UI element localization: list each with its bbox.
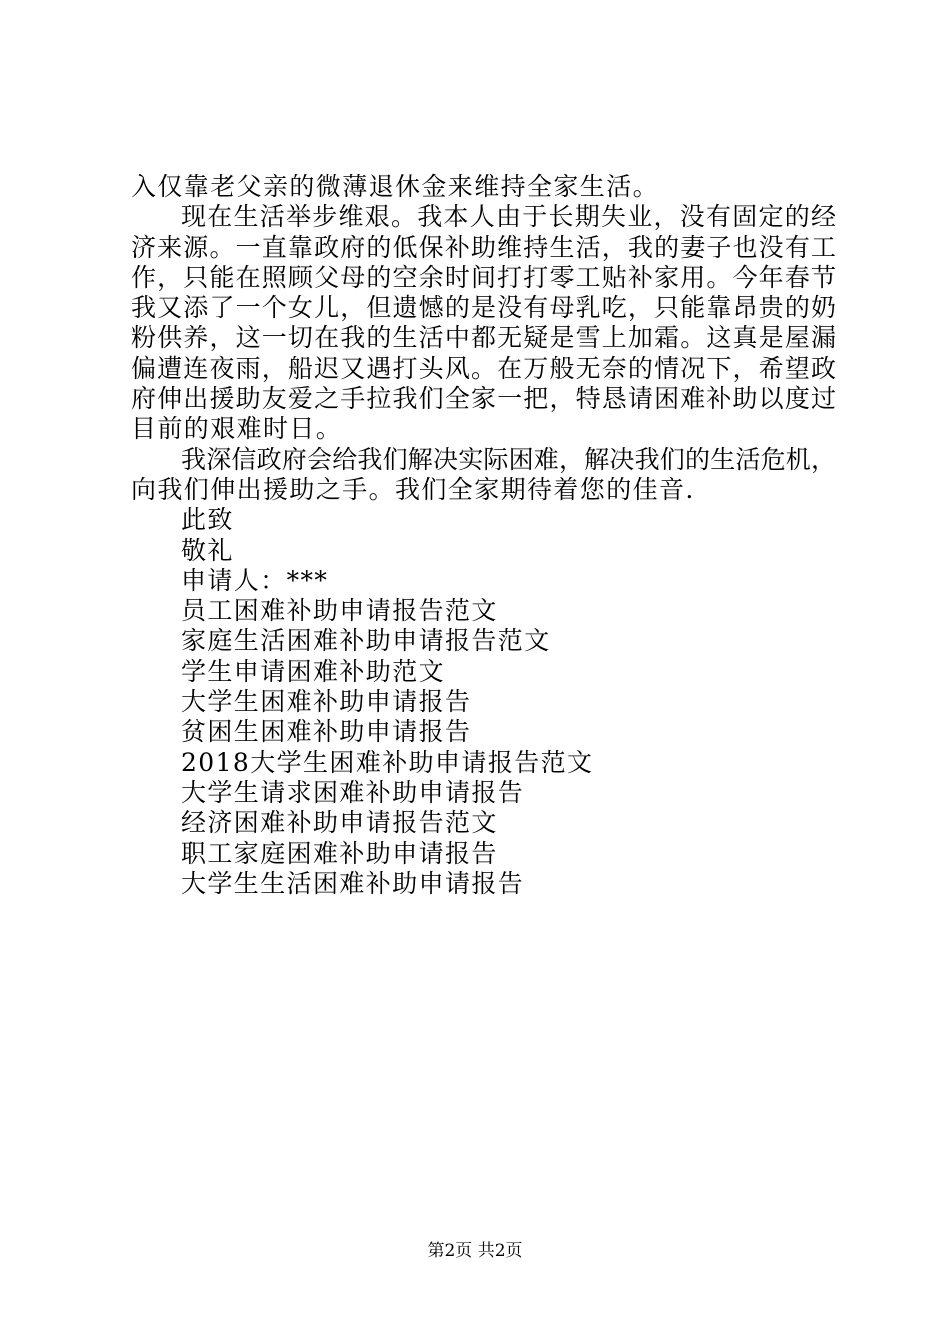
- related-title: 经济困难补助申请报告范文: [181, 808, 498, 838]
- paragraph-3-line: 我深信政府会给我们解决实际困难，解决我们的生活危机，: [181, 444, 836, 474]
- paragraph-1-line: 入仅靠老父亲的微薄退休金来维持全家生活。: [131, 172, 660, 201]
- paragraph-2-line: 作，只能在照顾父母的空余时间打打零工贴补家用。今年春节: [131, 262, 836, 292]
- paragraph-2-line: 济来源。一直靠政府的低保补助维持生活，我的妻子也没有工: [131, 232, 836, 262]
- paragraph-3-line: 向我们伸出援助之手。我们全家期待着您的佳音.: [131, 474, 695, 504]
- related-title: 大学生困难补助申请报告: [181, 687, 472, 717]
- related-title: 2018大学生困难补助申请报告范文: [181, 747, 594, 777]
- related-title: 员工困难补助申请报告范文: [181, 596, 498, 626]
- page-number-footer: 第2页 共2页: [427, 1241, 523, 1261]
- paragraph-2-line: 府伸出援助友爱之手拉我们全家一把，特恳请困难补助以度过: [131, 384, 836, 414]
- paragraph-2-line: 偏遭连夜雨，船迟又遇打头风。在万般无奈的情况下，希望政: [131, 353, 836, 383]
- related-title: 学生申请困难补助范文: [181, 656, 446, 686]
- paragraph-2-line: 现在生活举步维艰。我本人由于长期失业，没有固定的经: [181, 202, 836, 232]
- related-title: 大学生请求困难补助申请报告: [181, 777, 525, 807]
- closing-greeting: 此致: [181, 505, 234, 535]
- paragraph-2-line: 目前的艰难时日。: [131, 414, 343, 444]
- applicant-signature: 申请人：***: [181, 565, 329, 595]
- related-title: 职工家庭困难补助申请报告: [181, 838, 498, 868]
- related-title: 家庭生活困难补助申请报告范文: [181, 626, 551, 656]
- paragraph-2-line: 我又添了一个女儿，但遗憾的是没有母乳吃，只能靠昂贵的奶: [131, 293, 836, 323]
- related-title: 贫困生困难补助申请报告: [181, 717, 472, 747]
- paragraph-2-line: 粉供养，这一切在我的生活中都无疑是雪上加霜。这真是屋漏: [131, 323, 836, 353]
- document-body: [131, 172, 836, 899]
- related-title: 大学生生活困难补助申请报告: [181, 868, 525, 898]
- closing-salute: 敬礼: [181, 535, 234, 565]
